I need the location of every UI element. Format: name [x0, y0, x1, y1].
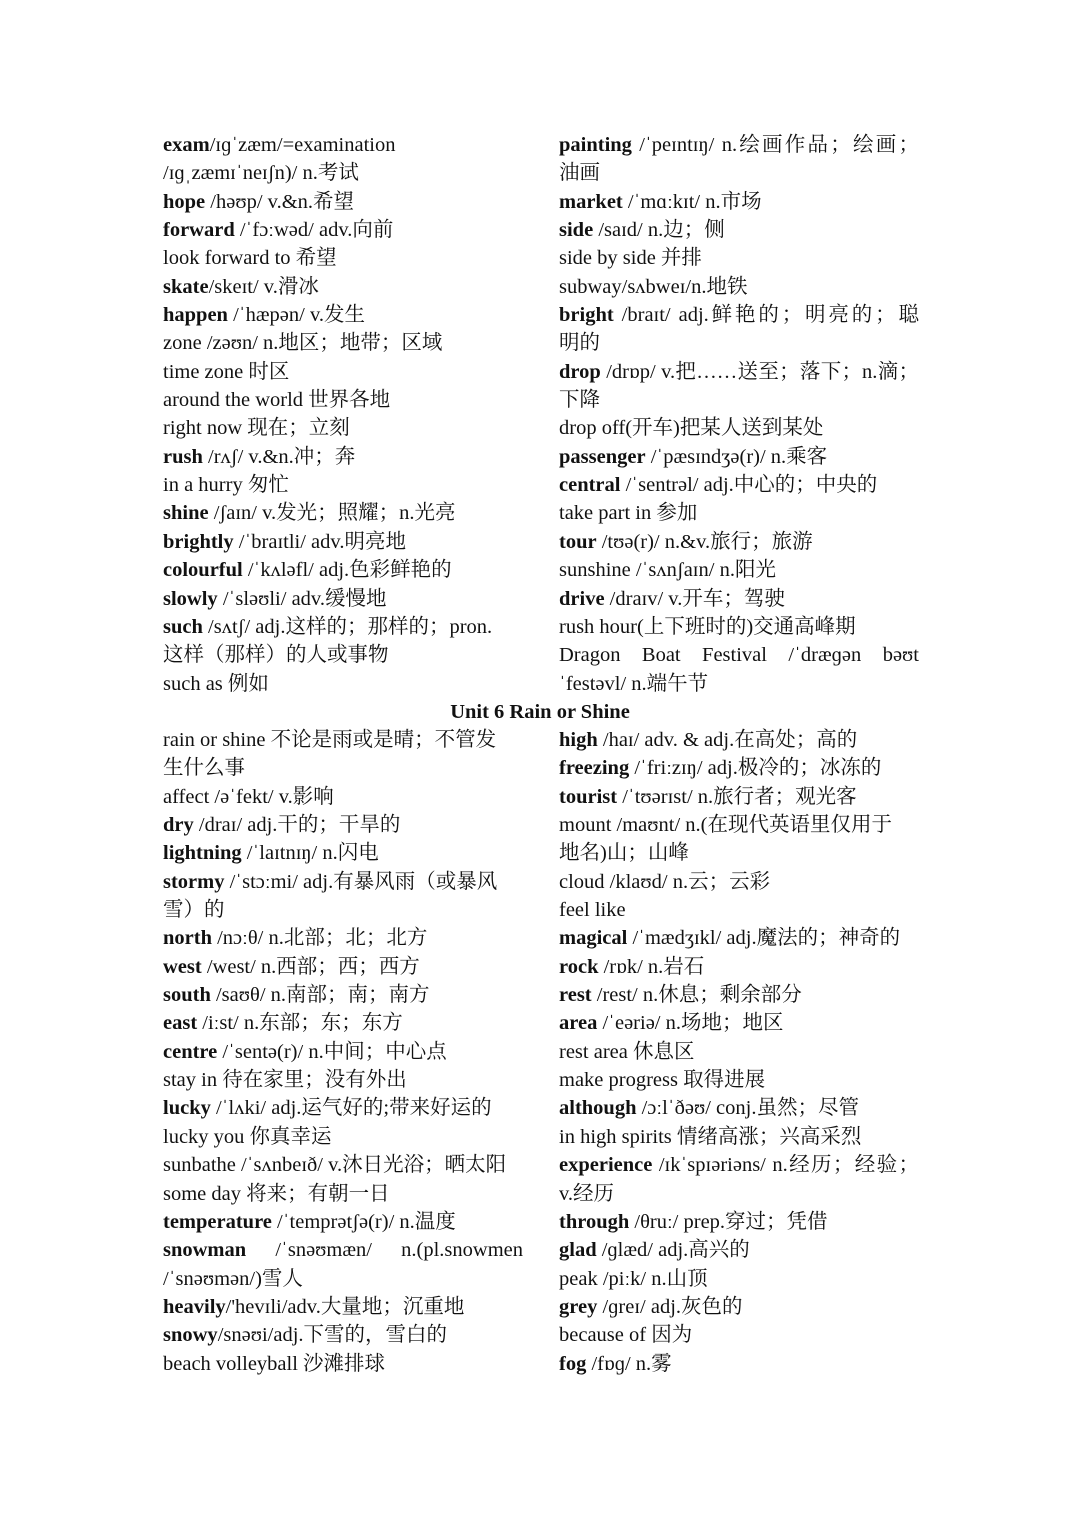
vocab-line	[559, 556, 919, 584]
vocab-line	[559, 783, 919, 811]
definition: /ˈstɔːmi/ adj.有暴风雨（或暴风	[224, 870, 498, 893]
vocab-line	[163, 1265, 523, 1293]
headword: fog	[559, 1352, 587, 1375]
definition: /ɡreɪ/ adj.灰色的	[597, 1295, 743, 1318]
definition: /θruː/ prep.穿过；凭借	[629, 1210, 828, 1233]
definition: take part in 参加	[559, 502, 698, 525]
definition: /ˈmædʒɪkl/ adj.魔法的；神奇的	[627, 927, 901, 950]
definition: /ˈtʊərɪst/ n.旅行者；观光客	[617, 785, 857, 808]
vocab-line	[163, 783, 523, 811]
headword: central	[559, 474, 621, 497]
headword: snowy	[163, 1324, 218, 1347]
vocab-line	[559, 1180, 919, 1208]
definition: /həʊp/ v.&n.希望	[205, 190, 355, 213]
definition: /rʌʃ/ v.&n.冲；奔	[202, 445, 356, 468]
vocab-line	[163, 386, 523, 414]
definition: /draɪv/ v.开车；驾驶	[604, 587, 785, 610]
headword: passenger	[559, 445, 646, 468]
definition: /rest/ n.休息；剩余部分	[591, 984, 802, 1007]
definition: look forward to 希望	[163, 247, 337, 270]
definition: ˈfestəvl/ n.端午节	[559, 672, 709, 695]
definition: feel like	[559, 899, 626, 922]
headword: drop	[559, 360, 601, 383]
vocab-line	[163, 670, 523, 698]
headword: hope	[163, 190, 206, 213]
definition: rest area 休息区	[559, 1040, 695, 1063]
definition: sunbathe /ˈsʌnbeɪð/ v.沐日光浴；晒太阳	[163, 1154, 507, 1177]
vocab-line	[559, 499, 919, 527]
definition: /ɪɡˌzæmɪˈneɪʃn)/ n.考试	[163, 162, 359, 185]
vocab-line	[559, 188, 919, 216]
headword: colourful	[163, 559, 243, 582]
vocab-line	[163, 1236, 523, 1264]
vocab-line	[559, 1350, 919, 1378]
vocab-line	[163, 1094, 523, 1122]
headword: drive	[559, 587, 605, 610]
headword: shine	[163, 502, 209, 525]
definition: sunshine /ˈsʌnʃaɪn/ n.阳光	[559, 559, 776, 582]
headword: exam	[163, 134, 210, 156]
headword: grey	[559, 1295, 598, 1318]
vocab-line	[163, 414, 523, 442]
definition: /ˈhæpən/ v.发生	[227, 304, 366, 327]
headword: high	[559, 729, 598, 751]
vocab-line	[163, 1321, 523, 1349]
definition: /ˈlaɪtnɪŋ/ n.闪电	[241, 842, 379, 865]
definition: /ˈpeɪntɪŋ/ n.绘画作品；绘画；	[631, 134, 919, 156]
headword: painting	[559, 134, 632, 156]
definition: /saʊθ/ n.南部；南；南方	[210, 984, 430, 1007]
vocab-line	[559, 1293, 919, 1321]
headword: freezing	[559, 757, 630, 780]
vocab-column-left-lower	[163, 726, 523, 1378]
vocab-line	[559, 244, 919, 272]
vocab-line	[559, 1009, 919, 1037]
vocab-line	[559, 670, 919, 698]
vocab-line	[163, 1009, 523, 1037]
headword: area	[559, 1012, 598, 1035]
headword: rest	[559, 984, 592, 1007]
definition: beach volleyball 沙滩排球	[163, 1352, 386, 1375]
definition: /ˈfriːzɪŋ/ adj.极冷的；冰冻的	[629, 757, 882, 780]
headword: experience	[559, 1154, 653, 1177]
definition: /ˈeəriə/ n.场地；地区	[597, 1012, 784, 1035]
definition: v.经历	[559, 1182, 615, 1205]
headword: lucky	[163, 1097, 211, 1120]
vocab-line	[163, 499, 523, 527]
vocab-line	[163, 159, 523, 187]
definition: right now 现在；立刻	[163, 417, 350, 440]
vocab-line	[559, 1151, 919, 1179]
definition: /west/ n.西部；西；西方	[201, 955, 420, 978]
vocab-line	[559, 754, 919, 782]
headword: skate	[163, 275, 209, 298]
definition: side by side 并排	[559, 247, 702, 270]
definition: /ˈbraɪtli/ adv.明亮地	[233, 530, 406, 553]
vocab-line	[163, 471, 523, 499]
definition: such as 例如	[163, 672, 269, 695]
vocab-line	[559, 1038, 919, 1066]
definition: 生什么事	[163, 757, 245, 780]
headword: such	[163, 615, 203, 638]
definition: /ɪkˈspɪəriəns/ n.经历；经验；	[652, 1154, 919, 1177]
vocab-line	[559, 1208, 919, 1236]
vocab-line	[559, 811, 919, 839]
vocab-line	[163, 556, 523, 584]
headword: market	[559, 190, 623, 213]
vocab-line	[163, 726, 523, 754]
headword: magical	[559, 927, 628, 950]
vocab-line	[559, 131, 919, 159]
headword: south	[163, 984, 211, 1007]
definition: subway/sʌbweɪ/n.地铁	[559, 275, 748, 298]
definition: in high spirits 情绪高涨；兴高采烈	[559, 1125, 862, 1148]
headword: rock	[559, 955, 599, 978]
vocab-line	[163, 358, 523, 386]
vocab-line	[163, 981, 523, 1009]
headword: forward	[163, 219, 235, 242]
definition: /fɒɡ/ n.雾	[586, 1352, 672, 1375]
definition: /ˈsentə(r)/ n.中间；中心点	[217, 1040, 447, 1063]
vocab-line	[163, 1208, 523, 1236]
definition: /saɪd/ n.边；侧	[593, 219, 725, 242]
vocab-line	[559, 981, 919, 1009]
vocab-line	[559, 1094, 919, 1122]
vocab-line	[163, 1293, 523, 1321]
vocab-line	[559, 1265, 919, 1293]
headword: tourist	[559, 785, 618, 808]
headword: dry	[163, 814, 194, 837]
vocab-line	[163, 868, 523, 896]
vocab-line	[163, 329, 523, 357]
definition: make progress 取得进展	[559, 1069, 766, 1092]
definition: 明的	[559, 332, 600, 355]
vocab-column-right-upper	[559, 131, 919, 698]
definition: rain or shine 不论是雨或是晴；不管发	[163, 729, 497, 751]
definition: mount /maʊnt/ n.(在现代英语里仅用于	[559, 814, 892, 837]
vocab-column-right-lower	[559, 726, 919, 1378]
definition: rush hour(上下班时的)交通高峰期	[559, 615, 856, 638]
vocab-line	[163, 131, 523, 159]
definition: 油画	[559, 162, 600, 185]
headword: brightly	[163, 530, 234, 553]
definition: /draɪ/ adj.干的；干旱的	[193, 814, 401, 837]
vocab-line	[163, 754, 523, 782]
definition: 地名)山；山峰	[559, 842, 689, 865]
headword: heavily	[163, 1295, 226, 1318]
definition: /ˈkʌləfl/ adj.色彩鲜艳的	[242, 559, 452, 582]
vocab-column-left-upper	[163, 131, 523, 698]
headword: slowly	[163, 587, 218, 610]
definition: /ˈmɑːkɪt/ n.市场	[622, 190, 762, 213]
headword: happen	[163, 304, 228, 327]
headword: east	[163, 1012, 198, 1035]
vocab-line	[163, 244, 523, 272]
headword: through	[559, 1210, 630, 1233]
headword: lightning	[163, 842, 242, 865]
vocab-line	[559, 896, 919, 924]
definition: /ˈlʌki/ adj.运气好的;带来好运的	[210, 1097, 492, 1120]
headword: side	[559, 219, 594, 242]
vocab-line	[163, 811, 523, 839]
definition: /ˈsləʊli/ adv.缓慢地	[217, 587, 387, 610]
vocab-line	[163, 1038, 523, 1066]
definition: /snəʊi/adj.下雪的，雪白的	[217, 1324, 448, 1347]
vocab-line	[559, 528, 919, 556]
vocab-line	[559, 726, 919, 754]
definition: drop off(开车)把某人送到某处	[559, 417, 824, 440]
definition: 雪）的	[163, 899, 225, 922]
vocab-line	[559, 414, 919, 442]
vocab-line	[163, 613, 523, 641]
definition: /ˈsentrəl/ adj.中心的；中央的	[620, 474, 878, 497]
vocab-line	[163, 641, 523, 669]
definition: /drɒp/ v.把……送至；落下；n.滴；	[600, 360, 919, 383]
definition: peak /piːk/ n.山顶	[559, 1267, 708, 1290]
unit-heading: Unit 6 Rain or Shine	[450, 701, 630, 723]
vocab-line	[163, 528, 523, 556]
vocab-line	[559, 471, 919, 499]
headword: glad	[559, 1239, 597, 1262]
headword: stormy	[163, 870, 225, 893]
vocab-line	[163, 301, 523, 329]
headword: temperature	[163, 1210, 272, 1233]
vocab-line	[163, 896, 523, 924]
definition: /ˈsnəʊmæn/ n.(pl.snowmen	[246, 1239, 523, 1262]
vocab-line	[163, 1151, 523, 1179]
headword: tour	[559, 530, 597, 553]
definition: /ˈsnəʊmən/)雪人	[163, 1267, 303, 1290]
vocab-line	[559, 1066, 919, 1094]
headword: bright	[559, 304, 614, 327]
definition: stay in 待在家里；没有外出	[163, 1069, 407, 1092]
vocab-line	[559, 329, 919, 357]
definition: around the world 世界各地	[163, 389, 391, 412]
vocab-line	[559, 1123, 919, 1151]
definition: in a hurry 匆忙	[163, 474, 289, 497]
definition: time zone 时区	[163, 360, 290, 383]
vocab-line	[163, 188, 523, 216]
vocab-line	[559, 301, 919, 329]
definition: some day 将来；有朝一日	[163, 1182, 390, 1205]
definition: /ɡlæd/ adj.高兴的	[596, 1239, 750, 1262]
definition: lucky you 你真幸运	[163, 1125, 332, 1148]
vocab-line	[163, 924, 523, 952]
definition: /'hevɪli/adv.大量地；沉重地	[225, 1295, 465, 1318]
vocab-line	[163, 953, 523, 981]
definition: /ɪɡˈzæm/=examination	[209, 134, 396, 156]
vocab-line	[559, 1236, 919, 1264]
definition: /braɪt/ adj.鲜艳的；明亮的；聪	[613, 304, 919, 327]
headword: west	[163, 955, 202, 978]
definition: /nɔːθ/ n.北部；北；北方	[211, 927, 428, 950]
headword: snowman	[163, 1239, 247, 1262]
definition: /ˈpæsɪndʒə(r)/ n.乘客	[645, 445, 828, 468]
headword: north	[163, 927, 212, 950]
definition: /tʊə(r)/ n.&v.旅行；旅游	[596, 530, 813, 553]
headword: although	[559, 1097, 637, 1120]
vocab-line	[559, 613, 919, 641]
vocab-line	[559, 159, 919, 187]
vocab-line	[559, 585, 919, 613]
definition: cloud /klaʊd/ n.云；云彩	[559, 870, 771, 893]
definition: /ˈtemprətʃə(r)/ n.温度	[271, 1210, 456, 1233]
vocab-line	[163, 1123, 523, 1151]
definition: /ʃaɪn/ v.发光；照耀；n.光亮	[208, 502, 456, 525]
vocab-line	[163, 1066, 523, 1094]
definition: /iːst/ n.东部；东；东方	[197, 1012, 403, 1035]
headword: rush	[163, 445, 203, 468]
definition: 下降	[559, 389, 600, 412]
vocab-line	[163, 216, 523, 244]
definition: affect /əˈfekt/ v.影响	[163, 785, 334, 808]
vocab-line	[163, 1180, 523, 1208]
vocab-line	[559, 358, 919, 386]
definition: /rɒk/ n.岩石	[598, 955, 705, 978]
vocab-line	[559, 386, 919, 414]
vocab-line	[559, 216, 919, 244]
definition: /sʌtʃ/ adj.这样的；那样的；pron.	[202, 615, 493, 638]
definition: because of 因为	[559, 1324, 693, 1347]
definition: Dragon Boat Festival /ˈdræɡən bəʊt	[559, 644, 919, 667]
vocab-line	[163, 839, 523, 867]
vocab-line	[163, 585, 523, 613]
vocab-line	[559, 924, 919, 952]
vocab-line	[559, 839, 919, 867]
vocab-line	[559, 953, 919, 981]
definition: /skeɪt/ v.滑冰	[208, 275, 319, 298]
definition: /ɔːlˈðəʊ/ conj.虽然；尽管	[636, 1097, 859, 1120]
definition: zone /zəʊn/ n.地区；地带；区域	[163, 332, 443, 355]
vocab-line	[559, 868, 919, 896]
definition: 这样（那样）的人或事物	[163, 644, 389, 667]
definition: /haɪ/ adv. & adj.在高处；高的	[597, 729, 858, 751]
vocab-line	[559, 443, 919, 471]
vocab-line	[163, 273, 523, 301]
vocab-line	[559, 273, 919, 301]
vocab-line	[163, 1350, 523, 1378]
definition: /ˈfɔːwəd/ adv.向前	[234, 219, 394, 242]
headword: centre	[163, 1040, 218, 1063]
vocab-line	[163, 443, 523, 471]
vocab-line	[559, 641, 919, 669]
vocab-line	[559, 1321, 919, 1349]
